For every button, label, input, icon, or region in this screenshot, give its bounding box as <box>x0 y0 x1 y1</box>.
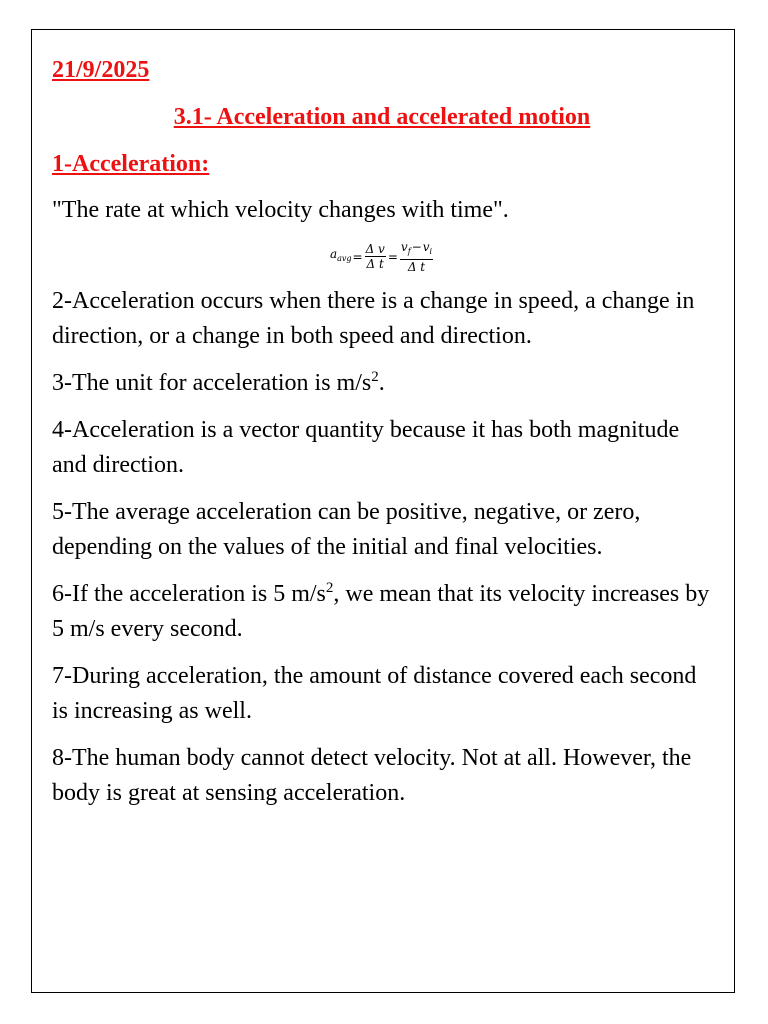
formula-lhs: $a_{avg}$ <box>329 247 352 263</box>
document-date: 21/9/2025 <box>52 57 150 83</box>
document-title: 3.1- Acceleration and accelerated motion <box>173 104 591 130</box>
average-acceleration-formula <box>52 236 712 272</box>
point-6: 6-If the acceleration is 5 $m/s^2$, we mean that its velocity increases by 5 m/s every second. <box>52 580 710 642</box>
point-7: 7-During acceleration, the amount of distance covered each second is increasing as well. <box>52 663 697 724</box>
document-body <box>52 52 712 811</box>
point-3: 3-The unit for acceleration is $m/s^2$. <box>52 369 385 396</box>
formula-fraction-velocities: $\frac{v_f-v_i}{\text{Δ t}}$ <box>400 239 433 274</box>
definition-text: "The rate at which velocity changes with time". <box>52 197 509 223</box>
point-8: 8-The human body cannot detect velocity. Not at all. However, the body is great at sensing acceleration. <box>52 745 692 806</box>
formula-equals-1: = <box>352 249 363 264</box>
point-4: 4-Acceleration is a vector quantity because it has both magnitude and direction. <box>52 417 680 478</box>
point-2: 2-Acceleration occurs when there is a change in speed, a change in direction, or a change in both speed and direction. <box>52 288 695 349</box>
section-heading: 1-Acceleration: <box>52 151 210 177</box>
formula-equals-2: = <box>387 249 398 264</box>
formula-fraction-delta: $\frac{\text{Δ v}}{\text{Δ t}}$ <box>365 242 385 271</box>
point-5: 5-The average acceleration can be positive, negative, or zero, depending on the values of the initial and final velocities. <box>52 499 641 560</box>
